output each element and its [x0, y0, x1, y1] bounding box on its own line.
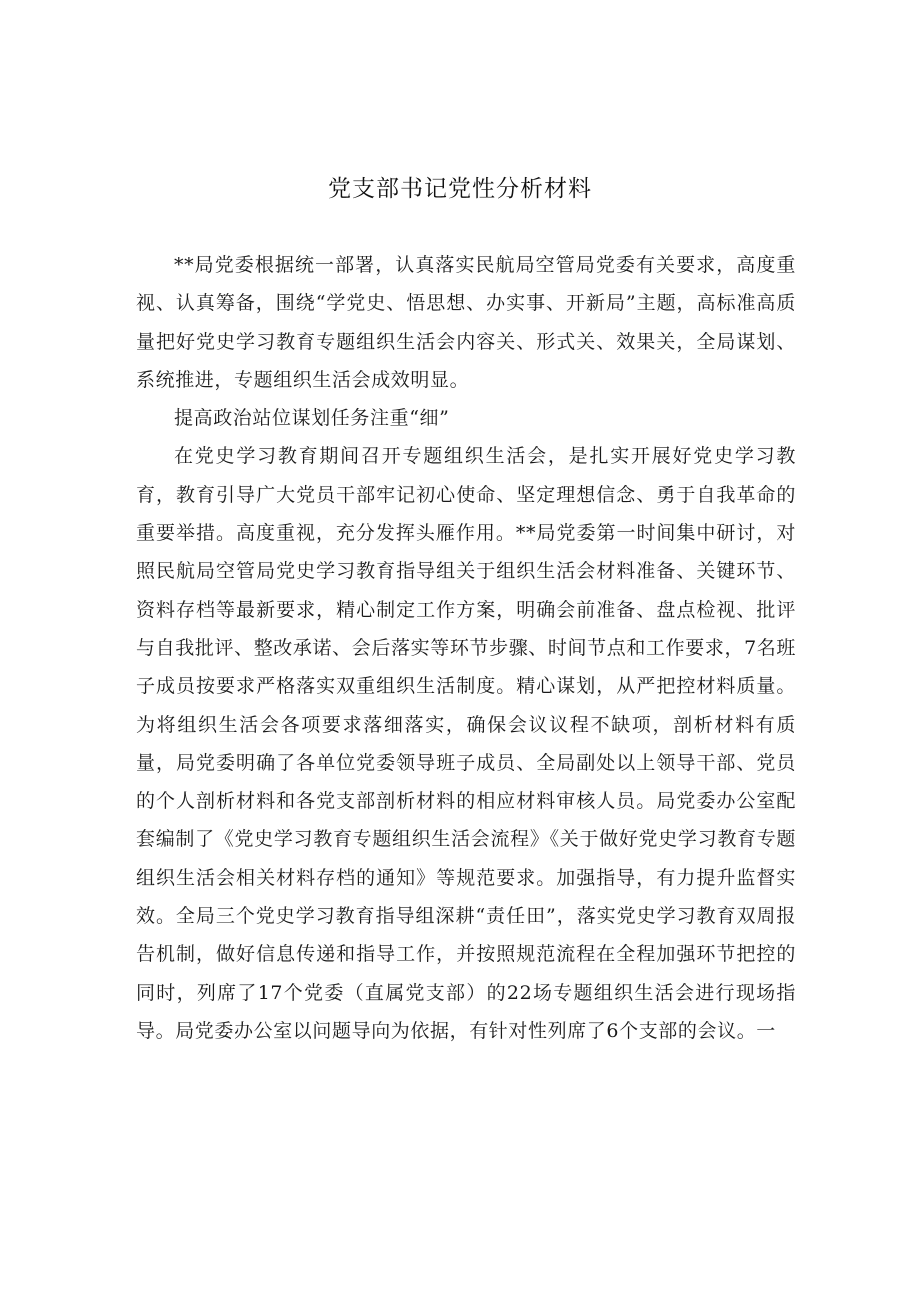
- paragraph-subheading: 提高政治站位谋划任务注重“细”: [174, 407, 450, 430]
- paragraph-intro: **局党委根据统一部署，认真落实民航局空管局党委有关要求，高度重视、认真筹备，围绕“学党史、悟思想、办实事、开新局”主题，高标准高质量把好党史学习教育专题组织生活会内容关、形式关、效果关，全局谋划、系统推进，专题组织生活会成效明显。: [136, 254, 796, 391]
- document-title: 党支部书记党性分析材料: [328, 176, 592, 202]
- document-body: [136, 246, 796, 1050]
- paragraph-main: 在党史学习教育期间召开专题组织生活会，是扎实开展好党史学习教育，教育引导广大党员干部牢记初心使命、坚定理想信念、勇于自我革命的重要举措。高度重视，充分发挥头雁作用。**局党委第一时间集中研讨，对照民航局空管局党史学习教育指导组关于组织生活会材料准备、关键环节、资料存档等最新要求，精心制定工作方案，明确会前准备、盘点检视、批评与自我批评、整改承诺、会后落实等环节步骤、时间节点和工作要求，7名班子成员按要求严格落实双重组织生活制度。精心谋划，从严把控材料质量。为将组织生活会各项要求落细落实，确保会议议程不缺项，剖析材料有质量，局党委明确了各单位党委领导班子成员、全局副处以上领导干部、党员的个人剖析材料和各党支部剖析材料的相应材料审核人员。局党委办公室配套编制了《党史学习教育专题组织生活会流程》《关于做好党史学习教育专题组织生活会相关材料存档的通知》等规范要求。加强指导，有力提升监督实效。全局三个党史学习教育指导组深耕“责任田”，落实党史学习教育双周报告机制，做好信息传递和指导工作，并按照规范流程在全程加强环节把控的同时，列席了17个党委（直属党支部）的22场专题组织生活会进行现场指导。局党委办公室以问题导向为依据，有针对性列席了6个支部的会议。一: [136, 445, 796, 1042]
